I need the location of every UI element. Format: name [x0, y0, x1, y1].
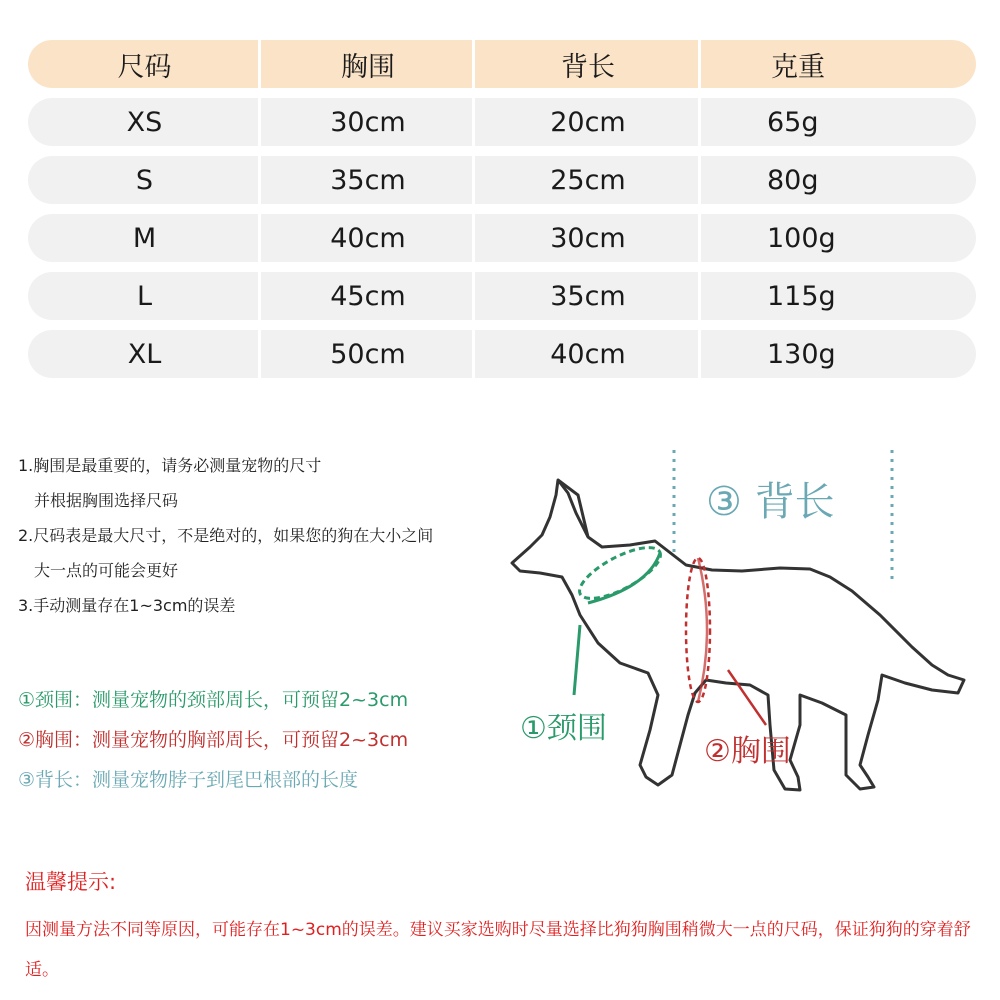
cell-size: S [28, 156, 261, 204]
table-header-row [28, 40, 976, 88]
note-line: 3.手动测量存在1~3cm的误差 [18, 596, 236, 615]
note-line: 大一点的可能会更好 [34, 561, 179, 580]
header-chest: 胸围 [261, 40, 475, 88]
cell-chest: 35cm [261, 156, 475, 204]
legend-back-length: ③背长：测量宠物脖子到尾巴根部的长度 [18, 769, 359, 791]
cell-back-length: 25cm [475, 156, 701, 204]
cell-back-length: 35cm [475, 272, 701, 320]
cell-chest: 45cm [261, 272, 475, 320]
measurement-legend [18, 680, 408, 800]
chest-label: ②胸围 [704, 734, 791, 769]
table-row [28, 156, 976, 204]
cell-chest: 40cm [261, 214, 475, 262]
header-size: 尺码 [28, 40, 261, 88]
cell-weight: 80g [767, 164, 819, 196]
cell-chest: 50cm [261, 330, 475, 378]
cell-weight: 100g [767, 222, 836, 254]
back-length-label: ③ 背长 [706, 479, 835, 525]
cell-back-length: 20cm [475, 98, 701, 146]
legend-chest: ②胸围：测量宠物的胸部周长，可预留2~3cm [18, 729, 409, 751]
cell-weight: 115g [767, 280, 836, 312]
neck-pointer-line [574, 625, 580, 695]
table-row [28, 214, 976, 262]
table-row [28, 98, 976, 146]
table-row [28, 330, 976, 378]
header-back-length: 背长 [475, 40, 701, 88]
size-table [28, 40, 976, 388]
note-line: 1.胸围是最重要的，请务必测量宠物的尺寸 [18, 456, 322, 475]
cell-weight: 65g [767, 106, 819, 138]
neck-measure-loop [573, 538, 667, 609]
cell-size: XS [28, 98, 261, 146]
cell-chest: 30cm [261, 98, 475, 146]
cell-back-length: 40cm [475, 330, 701, 378]
tips-section [25, 866, 975, 990]
measurement-notes [18, 448, 433, 623]
legend-neck: ①颈围：测量宠物的颈部周长，可预留2~3cm [18, 689, 409, 711]
note-line: 2.尺码表是最大尺寸，不是绝对的，如果您的狗在大小之间 [18, 526, 434, 545]
table-row [28, 272, 976, 320]
header-weight: 克重 [771, 51, 825, 83]
neck-measure-front [588, 553, 660, 603]
cell-size: L [28, 272, 261, 320]
cell-size: XL [28, 330, 261, 378]
cell-size: M [28, 214, 261, 262]
tips-title: 温馨提示: [25, 870, 117, 894]
cell-back-length: 30cm [475, 214, 701, 262]
note-line: 并根据胸围选择尺码 [34, 491, 179, 510]
chest-pointer-line [728, 670, 766, 725]
tips-body: 因测量方法不同等原因，可能存在1~3cm的误差。建议买家选购时尽量选择比狗狗胸围稍微大一点的尺码，保证狗狗的穿着舒适。 [25, 920, 971, 980]
cell-weight: 130g [767, 338, 836, 370]
neck-label: ①颈围 [520, 711, 607, 746]
dog-measurement-diagram [480, 425, 1000, 825]
